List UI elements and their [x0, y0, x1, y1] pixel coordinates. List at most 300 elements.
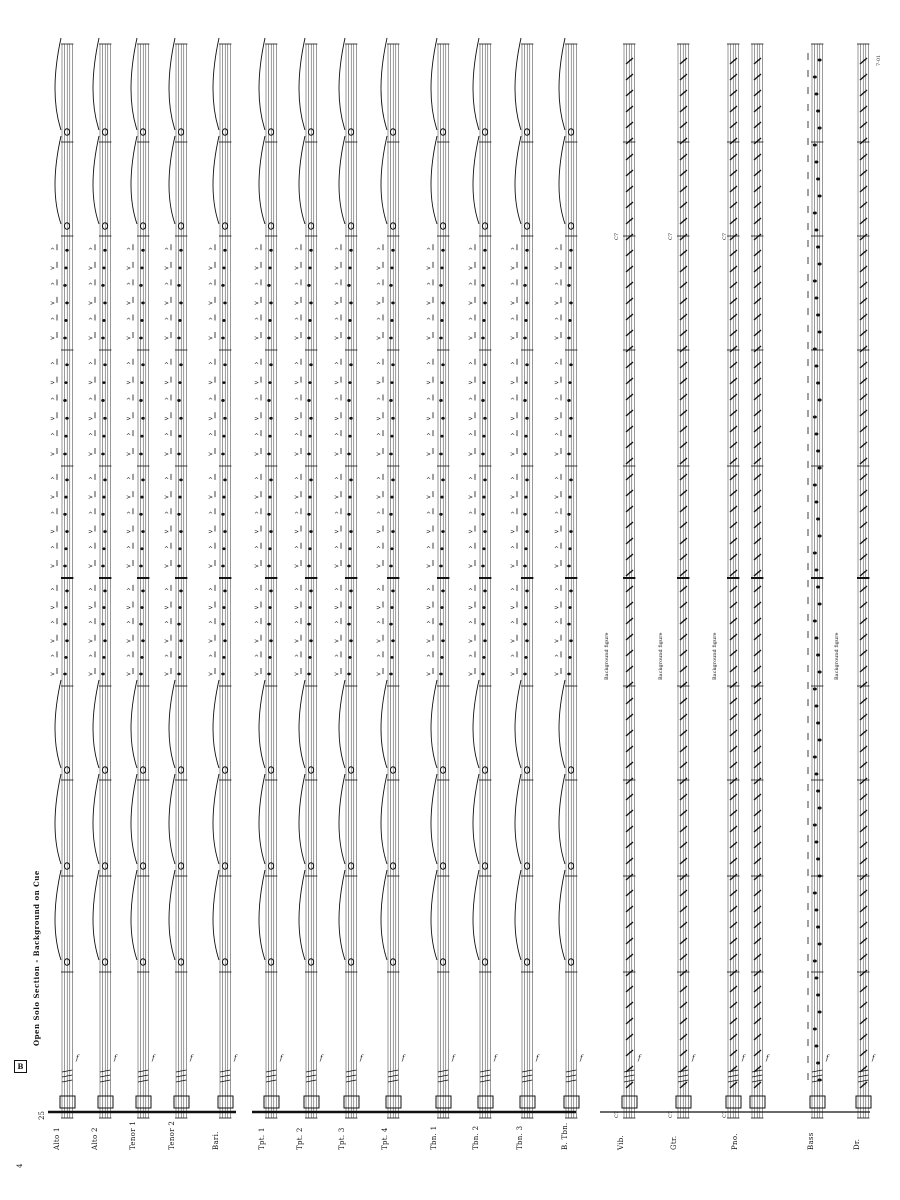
note-head — [141, 417, 145, 420]
note-head — [102, 435, 106, 438]
accent-mark: > — [294, 671, 300, 678]
bass-note — [814, 229, 818, 232]
note-head — [390, 496, 394, 499]
note-head — [221, 284, 225, 287]
note-head — [524, 435, 528, 438]
note-head — [140, 656, 144, 659]
note-head — [349, 363, 353, 366]
note-head — [65, 478, 69, 481]
accent-mark: > — [88, 299, 94, 307]
note-head — [223, 639, 227, 642]
accent-mark: > — [376, 299, 382, 307]
note-head — [102, 496, 106, 499]
note-head — [569, 417, 573, 420]
accent-mark: ^ — [468, 511, 474, 519]
tie — [515, 680, 521, 768]
note-head — [267, 337, 271, 340]
note-head — [347, 673, 351, 676]
accent-mark: ^ — [254, 476, 260, 484]
tie — [93, 38, 99, 130]
accent-mark: ^ — [426, 433, 432, 441]
note-head — [567, 623, 571, 626]
tie — [169, 680, 175, 768]
accent-mark: ^ — [510, 511, 516, 519]
background-cue-pno: Background figure — [712, 632, 718, 680]
accent-mark: > — [208, 528, 214, 536]
note-head — [523, 453, 527, 456]
accent-mark: ^ — [88, 545, 94, 553]
bass-note — [813, 892, 817, 895]
tie — [55, 136, 61, 224]
accent-mark: ^ — [126, 654, 132, 662]
note-head — [222, 319, 226, 322]
accent-mark: > — [554, 335, 560, 342]
note-head — [309, 302, 313, 305]
note-head — [439, 513, 443, 516]
note-head — [222, 435, 226, 438]
accent-mark: ^ — [254, 587, 260, 595]
note-head — [525, 363, 529, 366]
note-head — [223, 249, 227, 252]
note-head — [390, 435, 394, 438]
accent-mark: ^ — [164, 247, 170, 255]
accent-mark: > — [208, 379, 214, 387]
label-bass: Bass — [807, 1132, 815, 1150]
tie — [559, 870, 565, 960]
note-head — [481, 453, 485, 456]
chord-symbol-gtr: C7 — [668, 1110, 674, 1118]
note-head — [390, 656, 394, 659]
accent-mark: > — [376, 604, 382, 612]
bass-note — [816, 450, 820, 453]
accent-mark: > — [126, 379, 132, 387]
tie — [431, 774, 437, 864]
accent-mark: ^ — [88, 654, 94, 662]
note-head — [389, 399, 393, 402]
accent-mark: ^ — [164, 397, 170, 405]
accent-mark: ^ — [208, 317, 214, 325]
tie — [169, 136, 175, 224]
note-head — [389, 337, 393, 340]
accent-mark: ^ — [50, 587, 56, 595]
note-head — [441, 590, 445, 593]
accent-mark: > — [334, 494, 340, 502]
accent-mark: > — [50, 528, 56, 536]
chord-symbol-vib-2: C7 — [614, 232, 620, 240]
tie — [381, 774, 387, 864]
note-head — [64, 319, 68, 322]
bass-note — [814, 365, 818, 368]
note-head — [64, 656, 68, 659]
note-head — [102, 381, 106, 384]
note-head — [141, 302, 145, 305]
bass-note — [818, 399, 822, 402]
tie — [55, 38, 61, 130]
accent-mark: > — [164, 335, 170, 342]
note-head — [102, 266, 106, 269]
note-head — [178, 496, 182, 499]
accent-mark: > — [164, 451, 170, 458]
accent-mark: > — [294, 494, 300, 502]
accent-mark: ^ — [334, 476, 340, 484]
bass-note — [818, 943, 822, 946]
accent-mark: ^ — [88, 361, 94, 369]
tie — [299, 870, 305, 960]
note-head — [222, 496, 226, 499]
note-head — [568, 606, 572, 609]
dynamic-mark: f — [580, 1054, 583, 1062]
bass-note — [818, 1079, 822, 1082]
note-head — [483, 363, 487, 366]
note-head — [523, 284, 527, 287]
note-head — [267, 284, 271, 287]
accent-mark: ^ — [510, 476, 516, 484]
tie — [93, 870, 99, 960]
note-head — [390, 266, 394, 269]
note-head — [391, 478, 395, 481]
dynamic-mark: f — [494, 1054, 497, 1062]
note-head — [308, 496, 312, 499]
tie — [431, 680, 437, 768]
note-head — [349, 417, 353, 420]
accent-mark: ^ — [164, 476, 170, 484]
note-head — [348, 656, 352, 659]
accent-mark: ^ — [376, 476, 382, 484]
accent-mark: ^ — [126, 587, 132, 595]
bass-note — [814, 433, 818, 436]
accent-mark: > — [426, 604, 432, 612]
note-head — [525, 530, 529, 533]
note-head — [177, 337, 181, 340]
accent-mark: ^ — [376, 433, 382, 441]
accent-mark: > — [254, 451, 260, 458]
note-head — [391, 249, 395, 252]
accent-mark: ^ — [334, 433, 340, 441]
note-head — [103, 363, 107, 366]
accent-mark: > — [88, 563, 94, 570]
accent-mark: > — [376, 563, 382, 570]
accent-mark: ^ — [510, 621, 516, 629]
accent-mark: ^ — [50, 361, 56, 369]
note-head — [267, 673, 271, 676]
accent-mark: > — [334, 264, 340, 272]
note-head — [569, 590, 573, 593]
accent-mark: ^ — [554, 247, 560, 255]
note-head — [349, 302, 353, 305]
note-head — [524, 266, 528, 269]
accent-mark: > — [376, 671, 382, 678]
note-head — [440, 656, 444, 659]
accent-mark: ^ — [208, 654, 214, 662]
note-head — [347, 337, 351, 340]
bass-note — [818, 603, 822, 606]
note-head — [347, 513, 351, 516]
note-head — [101, 623, 105, 626]
note-head — [141, 363, 145, 366]
label-tbn-1: Tbn. 1 — [430, 1125, 438, 1150]
accent-mark: > — [208, 494, 214, 502]
tie — [213, 870, 219, 960]
note-head — [440, 496, 444, 499]
note-head — [523, 565, 527, 568]
tie — [515, 774, 521, 864]
note-head — [267, 453, 271, 456]
accent-mark: > — [294, 415, 300, 423]
note-head — [569, 302, 573, 305]
accent-mark: ^ — [510, 587, 516, 595]
note-head — [222, 266, 226, 269]
page-number: 4 — [16, 1163, 24, 1168]
note-head — [440, 435, 444, 438]
accent-mark: > — [50, 604, 56, 612]
accent-mark: ^ — [426, 476, 432, 484]
accent-mark: ^ — [510, 282, 516, 290]
accent-mark: > — [334, 637, 340, 645]
note-head — [267, 565, 271, 568]
note-head — [441, 639, 445, 642]
tie — [515, 136, 521, 224]
accent-mark: ^ — [376, 397, 382, 405]
accent-mark: > — [468, 604, 474, 612]
accent-mark: > — [334, 335, 340, 342]
note-head — [524, 496, 528, 499]
note-head — [223, 417, 227, 420]
accent-mark: ^ — [334, 247, 340, 255]
note-head — [308, 435, 312, 438]
note-head — [63, 284, 67, 287]
accent-mark: ^ — [164, 317, 170, 325]
accent-mark: ^ — [254, 433, 260, 441]
tie — [559, 38, 565, 130]
note-head — [481, 513, 485, 516]
note-head — [391, 302, 395, 305]
note-head — [348, 547, 352, 550]
accent-mark: ^ — [376, 282, 382, 290]
note-head — [441, 530, 445, 533]
note-head — [439, 337, 443, 340]
tie — [55, 680, 61, 768]
accent-mark: ^ — [88, 511, 94, 519]
accent-mark: ^ — [164, 282, 170, 290]
note-head — [483, 639, 487, 642]
accent-mark: > — [208, 671, 214, 678]
accent-mark: > — [426, 528, 432, 536]
note-head — [269, 249, 273, 252]
accent-mark: > — [334, 604, 340, 612]
accent-mark: > — [254, 335, 260, 342]
accent-mark: ^ — [126, 397, 132, 405]
accent-mark: ^ — [126, 476, 132, 484]
accent-mark: ^ — [294, 433, 300, 441]
dynamic-mark: f — [452, 1054, 455, 1062]
accent-mark: > — [294, 379, 300, 387]
accent-mark: ^ — [334, 361, 340, 369]
accent-mark: ^ — [88, 476, 94, 484]
note-head — [141, 478, 145, 481]
note-head — [309, 249, 313, 252]
background-cue-gtr: Background figure — [658, 632, 664, 680]
accent-mark: > — [376, 494, 382, 502]
note-head — [223, 363, 227, 366]
note-head — [347, 284, 351, 287]
accent-mark: ^ — [426, 587, 432, 595]
note-head — [441, 417, 445, 420]
accent-mark: ^ — [208, 587, 214, 595]
accent-mark: > — [164, 528, 170, 536]
accent-mark: > — [164, 299, 170, 307]
accent-mark: ^ — [468, 587, 474, 595]
accent-mark: ^ — [208, 282, 214, 290]
accent-mark: ^ — [254, 621, 260, 629]
accent-mark: ^ — [126, 282, 132, 290]
tie — [431, 870, 437, 960]
note-head — [177, 399, 181, 402]
note-head — [267, 623, 271, 626]
tie — [93, 136, 99, 224]
accent-mark: > — [294, 264, 300, 272]
accent-mark: ^ — [294, 654, 300, 662]
note-head — [101, 453, 105, 456]
tie — [381, 680, 387, 768]
bass-note — [818, 331, 822, 334]
tie — [131, 680, 137, 768]
accent-mark: ^ — [468, 282, 474, 290]
bass-note — [816, 994, 820, 997]
bass-note — [816, 790, 820, 793]
note-head — [140, 435, 144, 438]
note-head — [481, 284, 485, 287]
accent-mark: > — [510, 494, 516, 502]
accent-mark: ^ — [554, 317, 560, 325]
note-head — [483, 478, 487, 481]
bass-note — [813, 620, 817, 623]
note-head — [441, 363, 445, 366]
accent-mark: > — [254, 671, 260, 678]
accent-mark: ^ — [468, 545, 474, 553]
note-head — [569, 639, 573, 642]
tie — [299, 38, 305, 130]
accent-mark: > — [88, 415, 94, 423]
accent-mark: ^ — [468, 621, 474, 629]
accent-mark: > — [164, 563, 170, 570]
accent-mark: > — [294, 451, 300, 458]
note-head — [439, 673, 443, 676]
note-head — [349, 249, 353, 252]
accent-mark: ^ — [334, 511, 340, 519]
background-cue-vib: Background figure — [604, 632, 610, 680]
accent-mark: > — [294, 604, 300, 612]
note-head — [268, 381, 272, 384]
background-cue-dr: Background figure — [834, 632, 840, 680]
accent-mark: > — [426, 264, 432, 272]
note-head — [389, 623, 393, 626]
note-head — [103, 590, 107, 593]
bass-note — [818, 467, 822, 470]
accent-mark: > — [50, 335, 56, 342]
note-head — [64, 547, 68, 550]
bass-note — [816, 382, 820, 385]
note-head — [569, 530, 573, 533]
note-head — [177, 453, 181, 456]
note-head — [269, 363, 273, 366]
note-head — [268, 319, 272, 322]
bass-note — [813, 824, 817, 827]
bass-note — [814, 501, 818, 504]
tie — [299, 680, 305, 768]
bass-note — [816, 586, 820, 589]
accent-mark: > — [376, 379, 382, 387]
note-head — [308, 266, 312, 269]
note-head — [441, 478, 445, 481]
note-head — [348, 319, 352, 322]
note-head — [567, 453, 571, 456]
accent-mark: ^ — [254, 397, 260, 405]
note-head — [268, 496, 272, 499]
accent-mark: ^ — [208, 433, 214, 441]
note-head — [221, 337, 225, 340]
note-head — [390, 381, 394, 384]
note-head — [65, 590, 69, 593]
note-head — [179, 639, 183, 642]
note-head — [269, 302, 273, 305]
accent-mark: > — [426, 379, 432, 387]
note-head — [439, 284, 443, 287]
note-head — [102, 547, 106, 550]
accent-mark: ^ — [294, 317, 300, 325]
tie — [169, 870, 175, 960]
note-head — [268, 606, 272, 609]
note-head — [439, 399, 443, 402]
accent-mark: ^ — [426, 545, 432, 553]
note-head — [568, 547, 572, 550]
note-head — [177, 565, 181, 568]
accent-mark: > — [468, 415, 474, 423]
bass-note — [818, 59, 822, 62]
tie — [339, 136, 345, 224]
bass-note — [814, 841, 818, 844]
note-head — [440, 547, 444, 550]
accent-mark: > — [88, 379, 94, 387]
note-head — [348, 435, 352, 438]
accent-mark: ^ — [88, 433, 94, 441]
tie — [259, 38, 265, 130]
accent-mark: ^ — [126, 545, 132, 553]
note-head — [349, 639, 353, 642]
label-tenor-1: Tenor 1 — [129, 1120, 137, 1150]
accent-mark: > — [510, 264, 516, 272]
label-tpt-1: Tpt. 1 — [258, 1127, 266, 1150]
accent-mark: > — [468, 528, 474, 536]
bass-note — [816, 178, 820, 181]
accent-mark: ^ — [208, 511, 214, 519]
accent-mark: > — [426, 335, 432, 342]
note-head — [525, 478, 529, 481]
note-head — [482, 656, 486, 659]
tie — [131, 870, 137, 960]
tie — [299, 136, 305, 224]
note-head — [568, 656, 572, 659]
accent-mark: ^ — [208, 397, 214, 405]
note-head — [309, 639, 313, 642]
accent-mark: ^ — [426, 397, 432, 405]
accent-mark: ^ — [50, 282, 56, 290]
note-head — [483, 302, 487, 305]
accent-mark: > — [254, 415, 260, 423]
bass-note — [814, 705, 818, 708]
note-head — [222, 606, 226, 609]
note-head — [269, 590, 273, 593]
accent-mark: ^ — [126, 433, 132, 441]
